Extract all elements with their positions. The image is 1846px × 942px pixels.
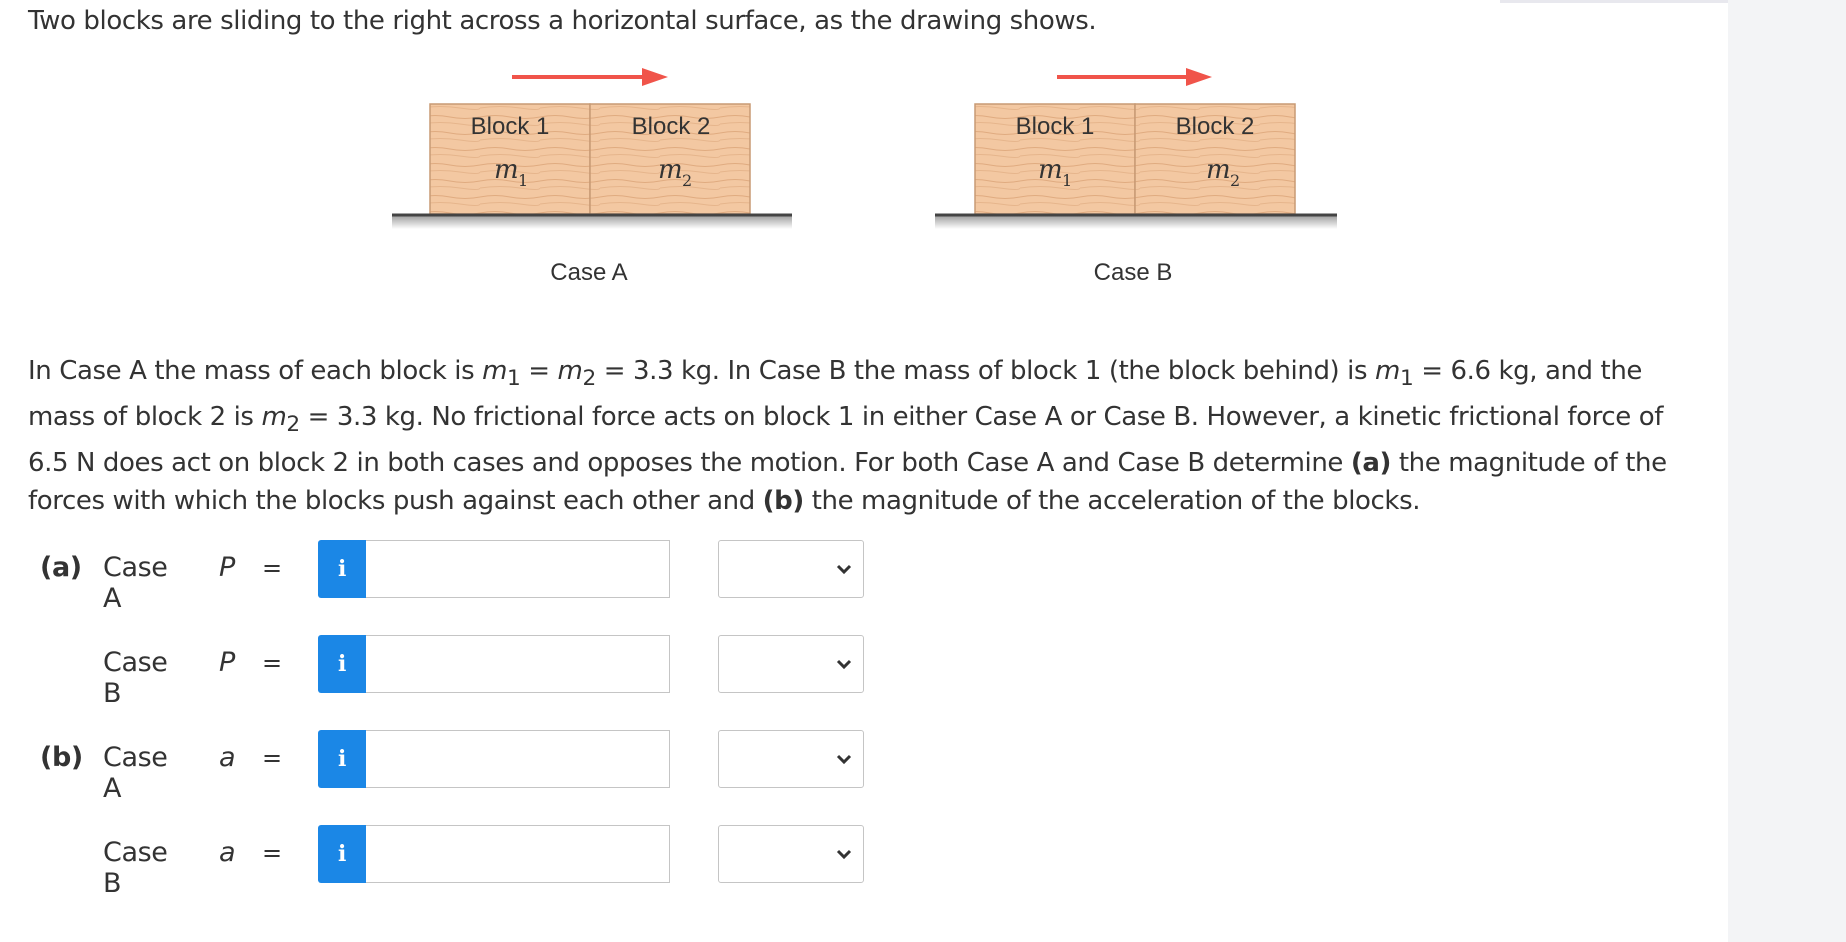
unit-select[interactable]	[718, 540, 864, 598]
row-part-label: (b)	[40, 742, 83, 773]
var-m2: m	[557, 356, 583, 386]
row-variable: a	[219, 837, 236, 868]
case-a-figure	[392, 68, 792, 286]
case-b-block-2-label: Block 2	[1175, 113, 1255, 140]
case-b-arrow-head-icon	[1186, 68, 1212, 86]
chevron-down-icon	[835, 655, 853, 673]
case-a-mass-1-sub: 1	[518, 171, 529, 190]
answer-input[interactable]	[366, 825, 670, 883]
row-case-label: Case A	[103, 742, 168, 804]
info-button[interactable]: i	[318, 730, 366, 788]
blocks-figure	[0, 0, 1400, 300]
part-b-label: (b)	[762, 486, 804, 517]
answer-input[interactable]	[366, 635, 670, 693]
info-button[interactable]: i	[318, 540, 366, 598]
var-m2-sub: 2	[582, 366, 596, 392]
unit-select[interactable]	[718, 825, 864, 883]
case-a-block-2-label: Block 2	[631, 113, 711, 140]
case-b-mass-1: m	[1038, 155, 1063, 185]
problem-text-2: =	[520, 356, 558, 386]
case-b-surface-shadow	[935, 215, 1337, 229]
case-a-arrow-head-icon	[642, 68, 668, 86]
chevron-down-icon	[835, 750, 853, 768]
row-case-label: Case B	[103, 647, 168, 709]
case-b-mass-1-sub: 1	[1062, 171, 1073, 190]
row-case-label: Case B	[103, 837, 168, 899]
var-m2b: m	[261, 402, 287, 433]
row-equals: =	[262, 744, 282, 772]
var-m1: m	[482, 356, 508, 386]
var-m1b: m	[1375, 356, 1400, 386]
case-b-caption: Case B	[1093, 259, 1173, 286]
unit-select[interactable]	[718, 730, 864, 788]
info-button[interactable]: i	[318, 825, 366, 883]
right-sidebar-panel	[1728, 0, 1846, 942]
problem-text-5: = 3.3 kg. No frictional force acts on block 1 in either Case A or Case B. However, a kinetic frictional force of 6.5 N does act on block 2 in both cases and opposes the motion. For both Case A and Case B determine	[28, 402, 1663, 479]
problem-statement	[28, 352, 1708, 520]
var-m1b-sub: 1	[1399, 366, 1414, 392]
row-equals: =	[262, 839, 282, 867]
answer-input[interactable]	[366, 730, 670, 788]
case-b-figure	[935, 68, 1337, 286]
case-a-block-1-label: Block 1	[470, 113, 550, 140]
row-variable: P	[219, 552, 235, 583]
row-case-label: Case A	[103, 552, 168, 614]
case-a-mass-2: m	[658, 155, 683, 185]
top-edge-shadow	[1500, 0, 1728, 3]
row-equals: =	[262, 649, 282, 677]
chevron-down-icon	[835, 845, 853, 863]
intro-text: Two blocks are sliding to the right across a horizontal surface, as the drawing shows.	[28, 6, 1097, 36]
problem-text-6: the magnitude of the forces with which the blocks push against each other and	[28, 448, 1667, 517]
row-variable: P	[219, 647, 235, 678]
problem-text-7: the magnitude of the acceleration of the blocks.	[803, 486, 1421, 517]
case-a-mass-1: m	[494, 155, 519, 185]
case-a-mass-2-sub: 2	[682, 171, 693, 190]
case-b-mass-2-sub: 2	[1230, 171, 1241, 190]
problem-text-4: = 6.6 kg, and the mass of block 2 is	[28, 356, 1642, 433]
var-m2b-sub: 2	[286, 412, 300, 438]
row-part-label: (a)	[40, 552, 82, 583]
row-equals: =	[262, 554, 282, 582]
info-button[interactable]: i	[318, 635, 366, 693]
chevron-down-icon	[835, 560, 853, 578]
row-variable: a	[219, 742, 236, 773]
var-m1-sub: 1	[507, 366, 521, 392]
case-b-mass-2: m	[1206, 155, 1231, 185]
case-a-surface-shadow	[392, 215, 792, 229]
answer-input[interactable]	[366, 540, 670, 598]
case-b-block-1-label: Block 1	[1015, 113, 1095, 140]
part-a-label: (a)	[1350, 448, 1391, 479]
case-a-caption: Case A	[550, 259, 628, 286]
problem-text-1: In Case A the mass of each block is	[28, 356, 483, 386]
unit-select[interactable]	[718, 635, 864, 693]
problem-text-3: = 3.3 kg. In Case B the mass of block 1 (the block behind) is	[595, 356, 1375, 386]
